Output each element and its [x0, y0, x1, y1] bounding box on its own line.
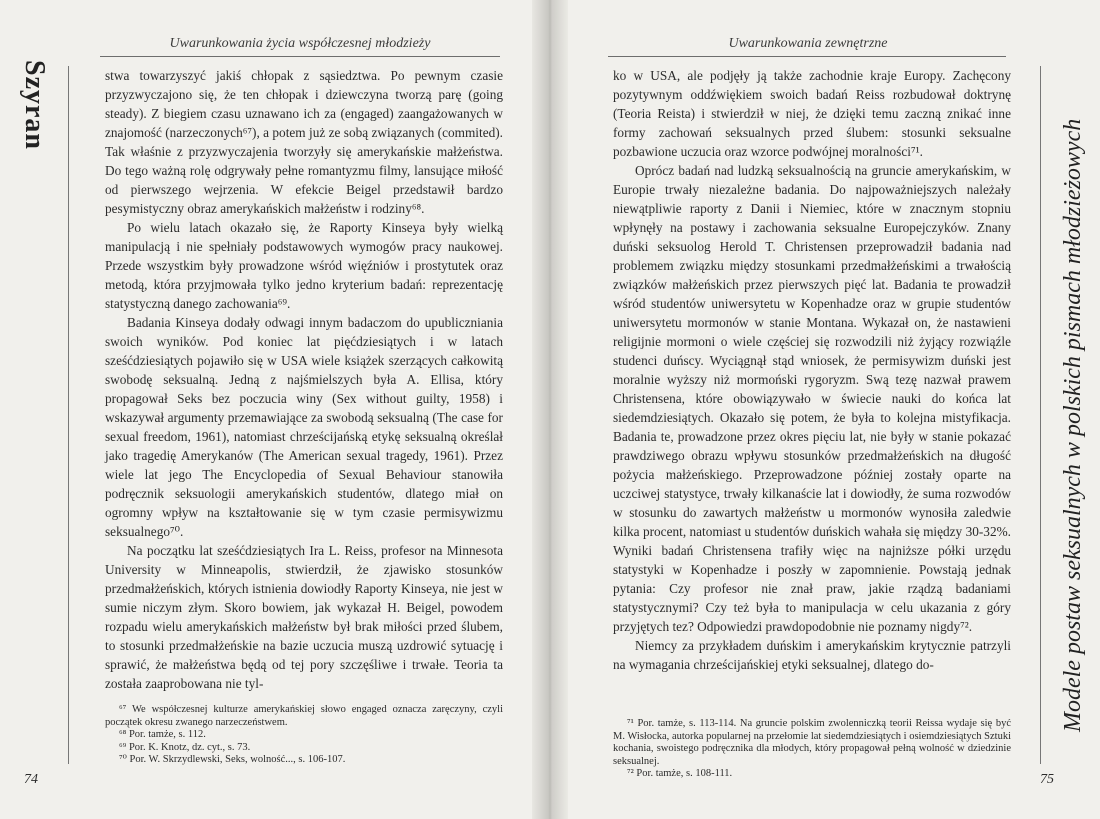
left-page [0, 0, 532, 819]
right-head-rule [608, 56, 1006, 57]
left-paragraph-2: Po wielu latach okazało się, że Raporty Kinseya były wielką manipulacją i nie spełniały podstawowych wymogów pracy naukowej. Przede wszystkim były prowadzone wśród więźniów i prostytutek oraz metodą, która przyjmowała tylko jedno kryterium badań: reprezentację statystyczną danego zachowania⁶⁹. [105, 220, 503, 311]
footnote-72: ⁷² Por. tamże, s. 108-111. [627, 768, 733, 779]
footnote-70: ⁷⁰ Por. W. Skrzydlewski, Seks, wolność..., s. 106-107. [119, 754, 346, 765]
book-gutter [532, 0, 568, 819]
side-book-title: Modele postaw seksualnych w polskich pismach młodzieżowych [1060, 118, 1086, 732]
footnote-68: ⁶⁸ Por. tamże, s. 112. [119, 729, 206, 740]
right-paragraph-2: Oprócz badań nad ludzką seksualnością na gruncie amerykańskim, w Europie trwały niezależne badania. Do najpoważniejszych należały niewątpliwie raporty z Danii i Niemiec, które w znacznym stopniu wpłynęły na postawy i zachowania seksualne Europejczyków. Znany duński seksuolog Herold T. Christensen przeprowadził badania nad problemem związku między stosunkami przedmałżeńskimi a trwałością związków małżeńskich przez pierwszych pięć lat. Badania te prowadził wśród studentów uniwersytetu w Kopenhadze oraz w grupie studentów uniwersytetu mormonów w stanie Montana. Wykazał on, że nastawieni religijnie mormoni o wiele częściej się rozwodzili niż żyjący rozwiąźle studenci duńscy. Wyciągnął stąd wniosek, że permisywizm duński jest moralnie wyższy niż mormoński rygoryzm. Swą tezę nazwał prawem Christensena, które obowiązywało w świecie nauki do końca lat siedemdziesiątych. Okazało się potem, że była to kolejna mistyfikacja. Badania te, prowadzone przez okres pięciu lat, nie były w stanie pokazać prawdziwego obrazu wpływu stosunków przedmałżeńskich na długość pożycia małżeńskiego. Przeprowadzone później zostały oparte na uczciwej statystyce, trwały kilkanaście lat i dowiodły, że suma rozwodów w stosunku do zawartych małżeństw u mormonów wynosiła zaledwie kilka procent, natomiast u studentów duńskich wahała się między 30-32%. Wyniki badań Christensena trafiły więc na najniższe półki urzędu statystyki w Kopenhadze i poszły w zapomnienie. Powstają jednak pytania: Czy profesor nie znał praw, jakie rządzą badaniami statystycznymi? Czy też była to manipulacja w celu ukazania z góry przyjętych tez? Odpowiedzi prawdopodobnie nie poznamy nigdy⁷². [613, 163, 1011, 634]
footnote-67: ⁶⁷ We współczesnej kulturze amerykańskiej słowo engaged oznacza zaręczyny, czyli początek okresu zwanego narzeczeństwem. [105, 704, 503, 728]
left-paragraph-4: Na początku lat sześćdziesiątych Ira L. Reiss, profesor na Minnesota University w Minneapolis, stwierdził, że zjawisko stosunków przedmałżeńskich, których istnienia dowiodły Raporty Kinseya, nie jest w sumie niczym złym. Skoro bowiem, jak wykazał H. Beigel, powodem rozpadu wielu amerykańskich małżeństw był brak miłości przed ślubem, to stosunki przedmałżeńskie na bazie uczucia muszą uzdrowić sytuację i sprawić, że małżeństwa będą od tej pory szczęśliwe i trwałe. Teoria ta została zaaprobowana nie tyl- [105, 543, 503, 691]
left-paragraph-3: Badania Kinseya dodały odwagi innym badaczom do upubliczniania swoich wyników. Pod koniec lat pięćdziesiątych i w latach sześćdziesiątych pojawiło się w USA wiele książek szerzących całkowitą swobodę seksualną. Jedną z najśmielszych była A. Ellisa, który propagował Seks bez poczucia winy (Sex without guilty, 1958) i wskazywał argumenty przemawiające za swobodą seksualną (The case for sexual freedom, 1961), natomiast chrześcijańską etykę seksualną określał jako tragedię Amerykanów (The American sexual tragedy, 1961). Przez wiele lat jego The Encyclopedia of Sexual Behaviour stanowiła podręcznik seksuologii amerykańskich studentów, dlatego miał on ogromny wpływ na kształtowanie się w tym czasie permisywizmu seksualnego⁷⁰. [105, 315, 503, 539]
right-margin-rule [1040, 66, 1041, 764]
side-author-label: Szyran [19, 60, 50, 150]
footnote-69: ⁶⁹ Por. K. Knotz, dz. cyt., s. 73. [119, 741, 251, 753]
right-paragraph-3: Niemcy za przykładem duńskim i amerykańskim krytycznie patrzyli na wymagania chrześcijańskiej etyki seksualnej, dlatego do- [613, 638, 1011, 672]
left-body-text [105, 66, 503, 693]
footnote-71: ⁷¹ Por. tamże, s. 113-114. Na gruncie polskim zwolenniczką teorii Reissa wydaje się być M. Wisłocka, autorka popularnej na przełomie lat siedemdziesiątych i osiemdziesiątych Sztuki kochania, swoistego podręcznika dla młodych, który propagował pełną wolność w dziedzinie seksualnej. [613, 718, 1011, 767]
right-page-number: 75 [1040, 772, 1054, 787]
right-footnotes [613, 718, 1011, 781]
left-page-number: 74 [24, 772, 38, 787]
left-margin-rule [68, 66, 69, 764]
left-paragraph-1: stwa towarzyszyć jakiś chłopak z sąsiedztwa. Po pewnym czasie przyzwyczajono się, że ten chłopak i dziewczyna tworzą parę (going steady). Z biegiem czasu uznawano ich za (engaged) zaangażowanych w znajomość (narzeczonych⁶⁷), a potem już ze sobą związanych (commited). Tak właśnie z przyzwyczajenia tworzyły się amerykańskie małżeństwa. Do tego ważną rolę odgrywały pełne romantyzmu filmy, lansujące miłość od pierwszego wejrzenia. W efekcie Beigel przedstawił bardzo pesymistyczny obraz amerykańskich małżeństw i rodziny⁶⁸. [105, 68, 503, 216]
left-running-head: Uwarunkowania życia współczesnej młodzieży [169, 36, 431, 51]
left-footnotes [105, 704, 503, 767]
right-running-head: Uwarunkowania zewnętrzne [728, 36, 888, 51]
right-page [568, 0, 1100, 819]
right-body-text [613, 66, 1011, 674]
right-paragraph-1: ko w USA, ale podjęły ją także zachodnie kraje Europy. Zachęcony pozytywnym oddźwiękiem swoich badań Reiss rozbudował doktrynę (Teoria Reista) i stwierdził w niej, że dzięki temu zaczną znikać inne formy zachowań seksualnych przed ślubem: stosunki seksualne pozbawione uczucia oraz wzorce podwójnej moralności⁷¹. [613, 68, 1011, 159]
left-head-rule [100, 56, 500, 57]
